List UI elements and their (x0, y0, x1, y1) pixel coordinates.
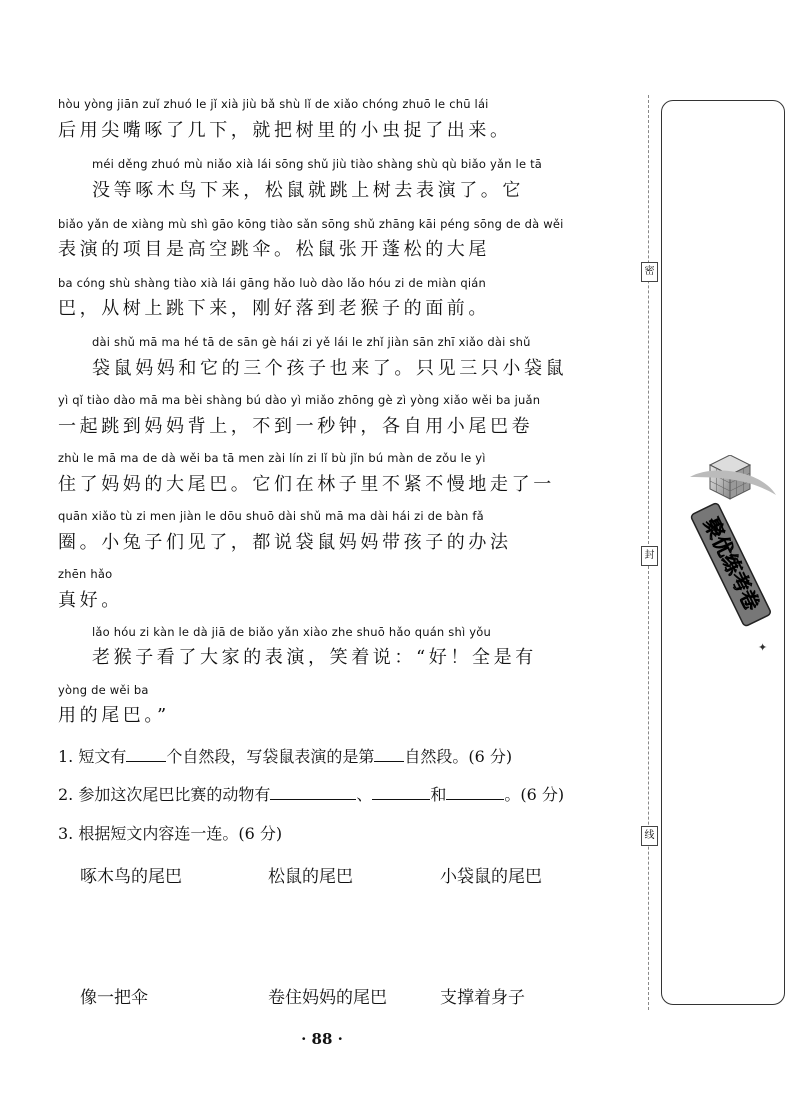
story-line-7-text: 住了妈妈的大尾巴。它们在林子里不紧不慢地走了一 (58, 474, 555, 495)
match-top-squirrel-tail[interactable]: 松鼠的尾巴 (268, 867, 353, 887)
question-2-part-b: 、 (356, 785, 373, 804)
seal-mark-xian: 线 (641, 826, 658, 846)
story-line-6-pinyin: yì qǐ tiào dào mā ma bèi shàng bú dào yì miǎo zhōng gè zì yòng xiǎo wěi ba juǎn (58, 393, 541, 407)
story-line-10-pinyin: lǎo hóu zi kàn le dà jiā de biǎo yǎn xiào zhe shuō hǎo quán shì yǒu (92, 625, 491, 639)
story-line-3-text: 表演的项目是高空跳伞。松鼠张开蓬松的大尾 (58, 239, 490, 260)
story-line-3-pinyin: biǎo yǎn de xiàng mù shì gāo kōng tiào sǎn sōng shǔ zhāng kāi péng sōng de dà wěi (58, 217, 564, 231)
story-line-10-text: 老猴子看了大家的表演，笑着说：“好！全是有 (92, 647, 537, 668)
question-2 (58, 782, 564, 805)
match-bottom-curl-mother-tail[interactable]: 卷住妈妈的尾巴 (268, 988, 387, 1008)
question-2-part-a: 2. 参加这次尾巴比赛的动物有 (58, 785, 271, 804)
story-line-9-pinyin: zhēn hǎo (58, 567, 113, 581)
answer-blank-4[interactable] (372, 785, 430, 800)
seal-mark-mi: 密 (641, 262, 658, 282)
banner-star-icon: ✦ (758, 641, 768, 654)
match-bottom-support-body[interactable]: 支撑着身子 (440, 988, 525, 1008)
question-1-part-c: 自然段。(6 分) (404, 747, 513, 766)
question-3: 3. 根据短文内容连一连。(6 分) (58, 824, 283, 843)
story-line-4-pinyin: ba cóng shù shàng tiào xià lái gāng hǎo luò dào lǎo hóu zi de miàn qián (58, 276, 487, 290)
story-line-11-pinyin: yòng de wěi ba (58, 683, 149, 697)
banner-title: 聚优练考卷 (699, 513, 765, 615)
story-line-6-text: 一起跳到妈妈背上，不到一秒钟，各自用小尾巴卷 (58, 416, 534, 437)
story-line-9-text: 真好。 (58, 590, 123, 611)
story-line-8-text: 圈。小兔子们见了，都说袋鼠妈妈带孩子的办法 (58, 532, 512, 553)
side-banner (680, 455, 780, 665)
story-line-1-pinyin: hòu yòng jiān zuǐ zhuó le jǐ xià jiù bǎ shù lǐ de xiǎo chóng zhuō le chū lái (58, 97, 489, 111)
story-line-8-pinyin: quān xiǎo tù zi men jiàn le dōu shuō dài shǔ mā ma dài hái zi de bàn fǎ (58, 509, 484, 523)
answer-blank-1[interactable] (126, 747, 166, 762)
question-2-part-c: 和 (430, 785, 447, 804)
seal-mark-feng: 封 (641, 546, 658, 566)
story-line-5-pinyin: dài shǔ mā ma hé tā de sān gè hái zi yě lái le zhǐ jiàn sān zhī xiǎo dài shǔ (92, 335, 531, 349)
story-line-5-text: 袋鼠妈妈和它的三个孩子也来了。只见三只小袋鼠 (92, 358, 568, 379)
answer-blank-5[interactable] (446, 785, 504, 800)
match-bottom-like-umbrella[interactable]: 像一把伞 (80, 988, 148, 1008)
answer-blank-3[interactable] (270, 785, 356, 800)
story-line-2-pinyin: méi děng zhuó mù niǎo xià lái sōng shǔ jiù tiào shàng shù qù biǎo yǎn le tā (92, 157, 543, 171)
page-number: · 88 · (301, 1030, 343, 1048)
question-1-part-a: 1. 短文有 (58, 747, 127, 766)
question-1-part-b: 个自然段，写袋鼠表演的是第 (166, 747, 375, 766)
banner-graphic (680, 455, 780, 665)
story-line-7-pinyin: zhù le mā ma de dà wěi ba tā men zài lín zi lǐ bù jǐn bú màn de zǒu le yì (58, 451, 486, 465)
question-1 (58, 744, 512, 767)
story-line-1-text: 后用尖嘴啄了几下，就把树里的小虫捉了出来。 (58, 120, 512, 141)
match-top-little-kangaroo-tail[interactable]: 小袋鼠的尾巴 (440, 867, 542, 887)
match-top-woodpecker-tail[interactable]: 啄木鸟的尾巴 (80, 867, 182, 887)
story-line-4-text: 巴，从树上跳下来，刚好落到老猴子的面前。 (58, 298, 490, 319)
answer-blank-2[interactable] (374, 747, 404, 762)
story-line-11-text: 用的尾巴。” (58, 705, 170, 726)
story-line-2-text: 没等啄木鸟下来，松鼠就跳上树去表演了。它 (92, 180, 524, 201)
question-2-part-d: 。(6 分) (504, 785, 565, 804)
